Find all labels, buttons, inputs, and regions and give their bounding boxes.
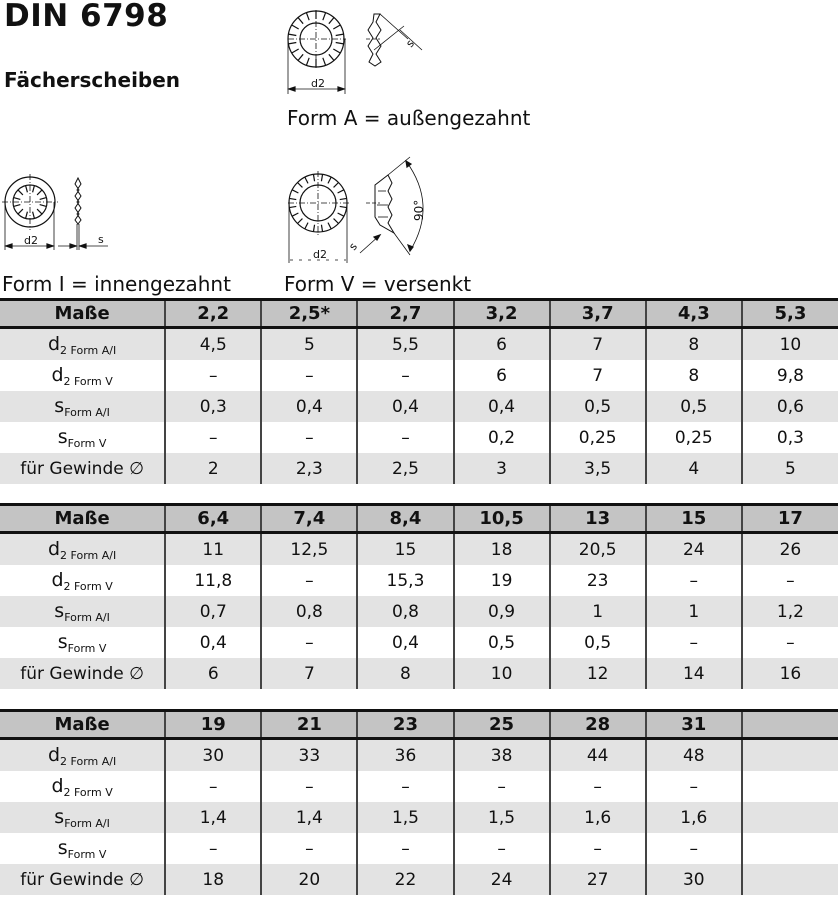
form-v-drawing bbox=[280, 155, 440, 265]
table-cell: 27 bbox=[550, 864, 646, 895]
row-label-form: Form V bbox=[74, 579, 113, 593]
table-row-s-form-ai bbox=[0, 391, 838, 422]
row-label-symbol: d bbox=[51, 568, 64, 591]
form-i-s-label: s bbox=[98, 233, 104, 246]
row-label-form: Form A/I bbox=[64, 816, 110, 830]
dimension-table-2 bbox=[0, 503, 838, 689]
row-label-s-form-v bbox=[0, 833, 165, 864]
page-subtitle: Fächerscheiben bbox=[4, 68, 181, 92]
table-cell: – bbox=[261, 565, 357, 596]
row-label-symbol: s bbox=[54, 599, 65, 622]
size-header: 28 bbox=[550, 711, 646, 739]
row-label-text: für Gewinde ∅ bbox=[20, 869, 144, 890]
table-cell: 5,5 bbox=[357, 328, 453, 361]
table-cell: 6 bbox=[165, 658, 261, 689]
table-cell: 0,4 bbox=[261, 391, 357, 422]
table-cell: 3,5 bbox=[550, 453, 646, 484]
table-cell: – bbox=[357, 422, 453, 453]
empty-cell bbox=[742, 739, 838, 772]
table-cell: 22 bbox=[357, 864, 453, 895]
size-header: 21 bbox=[261, 711, 357, 739]
row-label-s-form-v bbox=[0, 422, 165, 453]
header-label: Maße bbox=[0, 711, 165, 739]
size-header: 10,5 bbox=[454, 505, 550, 533]
size-header: 13 bbox=[550, 505, 646, 533]
table-cell: 24 bbox=[646, 533, 742, 566]
header-row bbox=[0, 300, 838, 328]
table-cell: 18 bbox=[454, 533, 550, 566]
table-cell: 0,5 bbox=[454, 627, 550, 658]
table-cell: 10 bbox=[742, 328, 838, 361]
table-row-s-form-v bbox=[0, 422, 838, 453]
size-header: 5,3 bbox=[742, 300, 838, 328]
table-cell: 5 bbox=[261, 328, 357, 361]
row-label-form: Form A/I bbox=[64, 405, 110, 419]
table-cell: 0,4 bbox=[454, 391, 550, 422]
empty-cell bbox=[742, 864, 838, 895]
row-label-index: 2 bbox=[60, 548, 68, 562]
table-cell: 1,2 bbox=[742, 596, 838, 627]
table-cell: 11 bbox=[165, 533, 261, 566]
row-label-form: Form V bbox=[74, 374, 113, 388]
table-cell: 12 bbox=[550, 658, 646, 689]
table-row-gewinde bbox=[0, 453, 838, 484]
table-cell: – bbox=[646, 565, 742, 596]
table-cell: 19 bbox=[454, 565, 550, 596]
table-cell: 4 bbox=[646, 453, 742, 484]
header-row bbox=[0, 711, 838, 739]
row-label-symbol: s bbox=[54, 394, 65, 417]
table-cell: 23 bbox=[550, 565, 646, 596]
table-cell: – bbox=[454, 833, 550, 864]
table-cell: – bbox=[165, 422, 261, 453]
size-header: 23 bbox=[357, 711, 453, 739]
empty-cell bbox=[742, 833, 838, 864]
row-label-gewinde bbox=[0, 658, 165, 689]
table-cell: 0,4 bbox=[165, 627, 261, 658]
table-cell: 0,25 bbox=[550, 422, 646, 453]
table-cell: 0,4 bbox=[357, 627, 453, 658]
form-v-label: Form V = versenkt bbox=[284, 272, 472, 296]
row-label-symbol: s bbox=[57, 836, 68, 859]
table-cell: – bbox=[357, 360, 453, 391]
table-row-s-form-v bbox=[0, 833, 838, 864]
table-row-d2-form-v bbox=[0, 565, 838, 596]
table-cell: 2,5 bbox=[357, 453, 453, 484]
row-label-text: für Gewinde ∅ bbox=[20, 458, 144, 479]
table-cell: 0,5 bbox=[646, 391, 742, 422]
header-label: Maße bbox=[0, 505, 165, 533]
table-cell: – bbox=[261, 422, 357, 453]
empty-header-cell bbox=[742, 711, 838, 739]
table-row-d2-form-ai bbox=[0, 533, 838, 566]
table-cell: 26 bbox=[742, 533, 838, 566]
table-cell: – bbox=[261, 771, 357, 802]
table-row-d2-form-ai bbox=[0, 328, 838, 361]
table-cell: – bbox=[742, 565, 838, 596]
table-cell: 15,3 bbox=[357, 565, 453, 596]
table-cell: 30 bbox=[646, 864, 742, 895]
table-cell: – bbox=[165, 360, 261, 391]
form-i-drawing bbox=[0, 172, 110, 252]
table-cell: – bbox=[357, 833, 453, 864]
table-cell: – bbox=[261, 360, 357, 391]
size-header: 2,2 bbox=[165, 300, 261, 328]
size-header: 15 bbox=[646, 505, 742, 533]
row-label-index: 2 bbox=[63, 785, 71, 799]
table-cell: 16 bbox=[742, 658, 838, 689]
table-cell: 1,4 bbox=[165, 802, 261, 833]
table-cell: 1,5 bbox=[454, 802, 550, 833]
header-label: Maße bbox=[0, 300, 165, 328]
table-cell: 8 bbox=[646, 360, 742, 391]
size-header: 4,3 bbox=[646, 300, 742, 328]
empty-cell bbox=[742, 802, 838, 833]
row-label-form: Form V bbox=[67, 847, 107, 861]
row-label-s-form-v bbox=[0, 627, 165, 658]
row-label-symbol: d bbox=[51, 363, 64, 386]
table-row-d2-form-v bbox=[0, 771, 838, 802]
row-label-symbol: s bbox=[54, 805, 65, 828]
table-cell: 0,6 bbox=[742, 391, 838, 422]
row-label-s-form-ai bbox=[0, 596, 165, 627]
table-cell: 20,5 bbox=[550, 533, 646, 566]
table-cell: 24 bbox=[454, 864, 550, 895]
table-cell: 10 bbox=[454, 658, 550, 689]
table-cell: – bbox=[261, 833, 357, 864]
table-cell: 0,7 bbox=[165, 596, 261, 627]
row-label-symbol: s bbox=[57, 630, 68, 653]
row-label-index: 2 bbox=[60, 754, 68, 768]
table-cell: 9,8 bbox=[742, 360, 838, 391]
table-cell: 11,8 bbox=[165, 565, 261, 596]
table-cell: – bbox=[646, 627, 742, 658]
table-cell: – bbox=[261, 627, 357, 658]
table-cell: – bbox=[550, 771, 646, 802]
row-label-form: Form V bbox=[67, 436, 107, 450]
row-label-d2-form-v bbox=[0, 360, 165, 391]
table-cell: 0,4 bbox=[357, 391, 453, 422]
row-label-s-form-ai bbox=[0, 391, 165, 422]
row-label-form: Form A/I bbox=[70, 548, 117, 562]
size-header: 2,7 bbox=[357, 300, 453, 328]
table-cell: 1 bbox=[550, 596, 646, 627]
size-header: 2,5* bbox=[261, 300, 357, 328]
table-cell: 7 bbox=[261, 658, 357, 689]
row-label-index: 2 bbox=[63, 374, 71, 388]
table-row-gewinde bbox=[0, 658, 838, 689]
row-label-d2-form-ai bbox=[0, 533, 165, 566]
form-a-s-label: s bbox=[403, 37, 417, 50]
table-cell: 2,3 bbox=[261, 453, 357, 484]
table-cell: 0,9 bbox=[454, 596, 550, 627]
size-header: 19 bbox=[165, 711, 261, 739]
row-label-form: Form A/I bbox=[70, 754, 117, 768]
row-label-d2-form-v bbox=[0, 565, 165, 596]
form-v-angle-label: 90° bbox=[412, 199, 426, 221]
table-cell: 15 bbox=[357, 533, 453, 566]
size-header: 6,4 bbox=[165, 505, 261, 533]
row-label-symbol: d bbox=[47, 743, 61, 766]
form-v-d2-label: d2 bbox=[313, 248, 327, 261]
row-label-form: Form V bbox=[74, 785, 113, 799]
table-cell: 1,4 bbox=[261, 802, 357, 833]
table-row-s-form-ai bbox=[0, 802, 838, 833]
table-cell: – bbox=[165, 771, 261, 802]
row-label-symbol: d bbox=[51, 774, 64, 797]
size-header: 8,4 bbox=[357, 505, 453, 533]
size-header: 3,2 bbox=[454, 300, 550, 328]
size-header: 7,4 bbox=[261, 505, 357, 533]
table-cell: 0,8 bbox=[261, 596, 357, 627]
table-cell: 1 bbox=[646, 596, 742, 627]
table-cell: 20 bbox=[261, 864, 357, 895]
form-i-d2-label: d2 bbox=[24, 234, 38, 247]
table-cell: 7 bbox=[550, 360, 646, 391]
row-label-symbol: d bbox=[47, 537, 61, 560]
table-cell: 2 bbox=[165, 453, 261, 484]
form-a-label: Form A = außengezahnt bbox=[287, 106, 531, 130]
table-row-s-form-ai bbox=[0, 596, 838, 627]
table-cell: 14 bbox=[646, 658, 742, 689]
table-cell: – bbox=[646, 771, 742, 802]
row-label-form: Form A/I bbox=[64, 610, 110, 624]
row-label-text: für Gewinde ∅ bbox=[20, 663, 144, 684]
table-cell: 7 bbox=[550, 328, 646, 361]
table-row-gewinde bbox=[0, 864, 838, 895]
table-cell: 1,6 bbox=[646, 802, 742, 833]
table-cell: – bbox=[646, 833, 742, 864]
header-row bbox=[0, 505, 838, 533]
form-v-s-label: s bbox=[346, 240, 360, 253]
row-label-gewinde bbox=[0, 453, 165, 484]
table-cell: 3 bbox=[454, 453, 550, 484]
table-cell: 0,8 bbox=[357, 596, 453, 627]
size-header: 25 bbox=[454, 711, 550, 739]
table-cell: 6 bbox=[454, 328, 550, 361]
table-cell: 0,25 bbox=[646, 422, 742, 453]
table-cell: 0,5 bbox=[550, 391, 646, 422]
empty-cell bbox=[742, 771, 838, 802]
table-row-d2-form-v bbox=[0, 360, 838, 391]
table-cell: 1,5 bbox=[357, 802, 453, 833]
row-label-gewinde bbox=[0, 864, 165, 895]
table-row-d2-form-ai bbox=[0, 739, 838, 772]
row-label-d2-form-v bbox=[0, 771, 165, 802]
row-label-index: 2 bbox=[63, 579, 71, 593]
page-title: DIN 6798 bbox=[4, 0, 169, 34]
table-cell: 6 bbox=[454, 360, 550, 391]
row-label-index: 2 bbox=[60, 343, 68, 357]
table-cell: 1,6 bbox=[550, 802, 646, 833]
row-label-d2-form-ai bbox=[0, 739, 165, 772]
table-cell: 0,5 bbox=[550, 627, 646, 658]
row-label-symbol: s bbox=[57, 425, 68, 448]
row-label-form: Form V bbox=[67, 641, 107, 655]
size-header: 17 bbox=[742, 505, 838, 533]
table-row-s-form-v bbox=[0, 627, 838, 658]
size-header: 3,7 bbox=[550, 300, 646, 328]
table-cell: 8 bbox=[357, 658, 453, 689]
table-cell: 44 bbox=[550, 739, 646, 772]
row-label-form: Form A/I bbox=[70, 343, 117, 357]
table-cell: – bbox=[550, 833, 646, 864]
size-header: 31 bbox=[646, 711, 742, 739]
dimension-table-3 bbox=[0, 709, 838, 895]
dimension-table-1 bbox=[0, 298, 838, 484]
table-cell: 48 bbox=[646, 739, 742, 772]
table-cell: 18 bbox=[165, 864, 261, 895]
table-cell: – bbox=[357, 771, 453, 802]
table-cell: 0,3 bbox=[742, 422, 838, 453]
table-cell: 12,5 bbox=[261, 533, 357, 566]
form-a-d2-label: d2 bbox=[311, 77, 325, 90]
form-i-label: Form I = innengezahnt bbox=[2, 272, 231, 296]
table-cell: 30 bbox=[165, 739, 261, 772]
table-cell: 38 bbox=[454, 739, 550, 772]
table-cell: 5 bbox=[742, 453, 838, 484]
table-cell: 33 bbox=[261, 739, 357, 772]
table-cell: 0,2 bbox=[454, 422, 550, 453]
table-cell: 0,3 bbox=[165, 391, 261, 422]
row-label-d2-form-ai bbox=[0, 328, 165, 361]
table-cell: – bbox=[165, 833, 261, 864]
form-a-drawing bbox=[280, 4, 430, 96]
table-cell: 4,5 bbox=[165, 328, 261, 361]
table-cell: 36 bbox=[357, 739, 453, 772]
table-cell: – bbox=[742, 627, 838, 658]
table-cell: – bbox=[454, 771, 550, 802]
row-label-symbol: d bbox=[47, 332, 61, 355]
table-cell: 8 bbox=[646, 328, 742, 361]
row-label-s-form-ai bbox=[0, 802, 165, 833]
